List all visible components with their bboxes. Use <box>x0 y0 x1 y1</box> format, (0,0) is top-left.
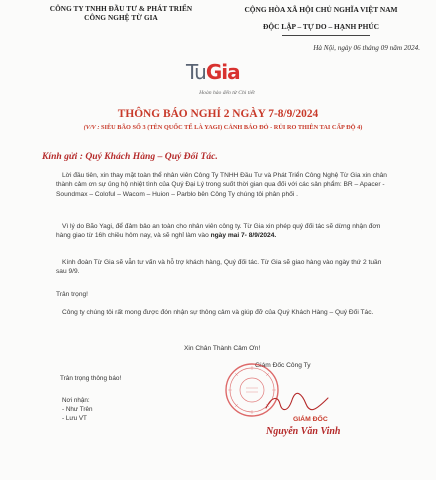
place-date: Hà Nội, ngày 06 tháng 09 năm 2024. <box>313 44 420 52</box>
company-header <box>36 5 206 23</box>
recipients-block <box>62 397 92 423</box>
nation-header <box>218 5 424 31</box>
motto-underline <box>282 35 370 36</box>
company-name-line2: CÔNG NGHỆ TỪ GIA <box>84 14 158 22</box>
logo-wordmark: TuGia <box>186 60 240 84</box>
paragraph-support: Kính đoàn Từ Gia sẽ vẫn tư vấn và hỗ trợ khách hàng, Quý đối tác. Từ Gia sẽ giao hàng vào ngày thứ 2 tuần sau 9/9. <box>56 259 382 276</box>
logo-slogan: Hoàn hảo đến từ Chi tiết <box>199 90 255 96</box>
paragraph-regards: Trân trọng! <box>56 291 89 298</box>
paragraph-hope: Công ty chúng tôi rất mong được đón nhận sự thông cảm và giúp đỡ của Quý Khách Hàng – Quý Đối Tác. <box>62 309 374 316</box>
nation-title: CỘNG HÒA XÃ HỘI CHỦ NGHĨA VIỆT NAM <box>244 5 398 14</box>
signer-role: Giám Đốc Công Ty <box>255 362 311 369</box>
closing-regards: Trân trọng thông báo! <box>60 375 122 382</box>
notice-subtitle: (V/V : SIÊU BÃO SỐ 3 (TÊN QUỐC TẾ LÀ YAGI) CẢNH BÁO ĐỎ - RỦI RO THIÊN TAI CẤP ĐỘ 4) <box>83 124 363 131</box>
director-name: Nguyễn Văn Vinh <box>266 426 341 437</box>
closure-dates: ngày mai 7- 8/9/2024. <box>210 232 277 240</box>
recipient-item: - Như Trên <box>62 405 93 413</box>
notice-title: THÔNG BÁO NGHỈ 2 NGÀY 7-8/9/2024 <box>117 108 319 120</box>
recipients-label: Nơi nhận: <box>62 397 90 404</box>
director-signature <box>262 392 332 414</box>
recipient-item: - Lưu VT <box>62 414 87 422</box>
director-label: GIÁM ĐỐC <box>293 416 328 423</box>
nation-motto: ĐỘC LẬP – TỰ DO – HẠNH PHÚC <box>263 22 379 31</box>
thanks-line: Xin Chân Thành Cảm Ơn! <box>184 345 261 352</box>
company-name-line1: CÔNG TY TNHH ĐẦU TƯ & PHÁT TRIỂN <box>49 5 193 13</box>
paragraph-closure: Vì lý do Bão Yagi, để đảm bảo an toàn cho nhân viên công ty. Từ Gia xin phép quý đối tác sẽ dừng nhận đơn hàng giao từ 16h chiều hôm nay, và sẽ nghỉ làm vào ngày mai 7- 8/9/2024. <box>56 223 381 240</box>
greeting-line: Kính gửi : Quý Khách Hàng – Quý Đối Tác. <box>42 151 218 162</box>
paragraph-intro: Lời đầu tiên, xin thay mặt toàn thể nhân viên Công Ty TNHH Đầu Tư và Phát Triển Công Nghệ Từ Gia xin chân thành cảm ơn sự ủng hộ nhiệt tình của Quý Đại Lý trong suốt thời gian qua đối với các sản phẩm: BR – Apacer - Soundmax – Coloful – Wacom – Huion – Parblo bên Công Ty chúng tôi phân phối . <box>56 172 387 198</box>
company-logo <box>186 60 266 94</box>
